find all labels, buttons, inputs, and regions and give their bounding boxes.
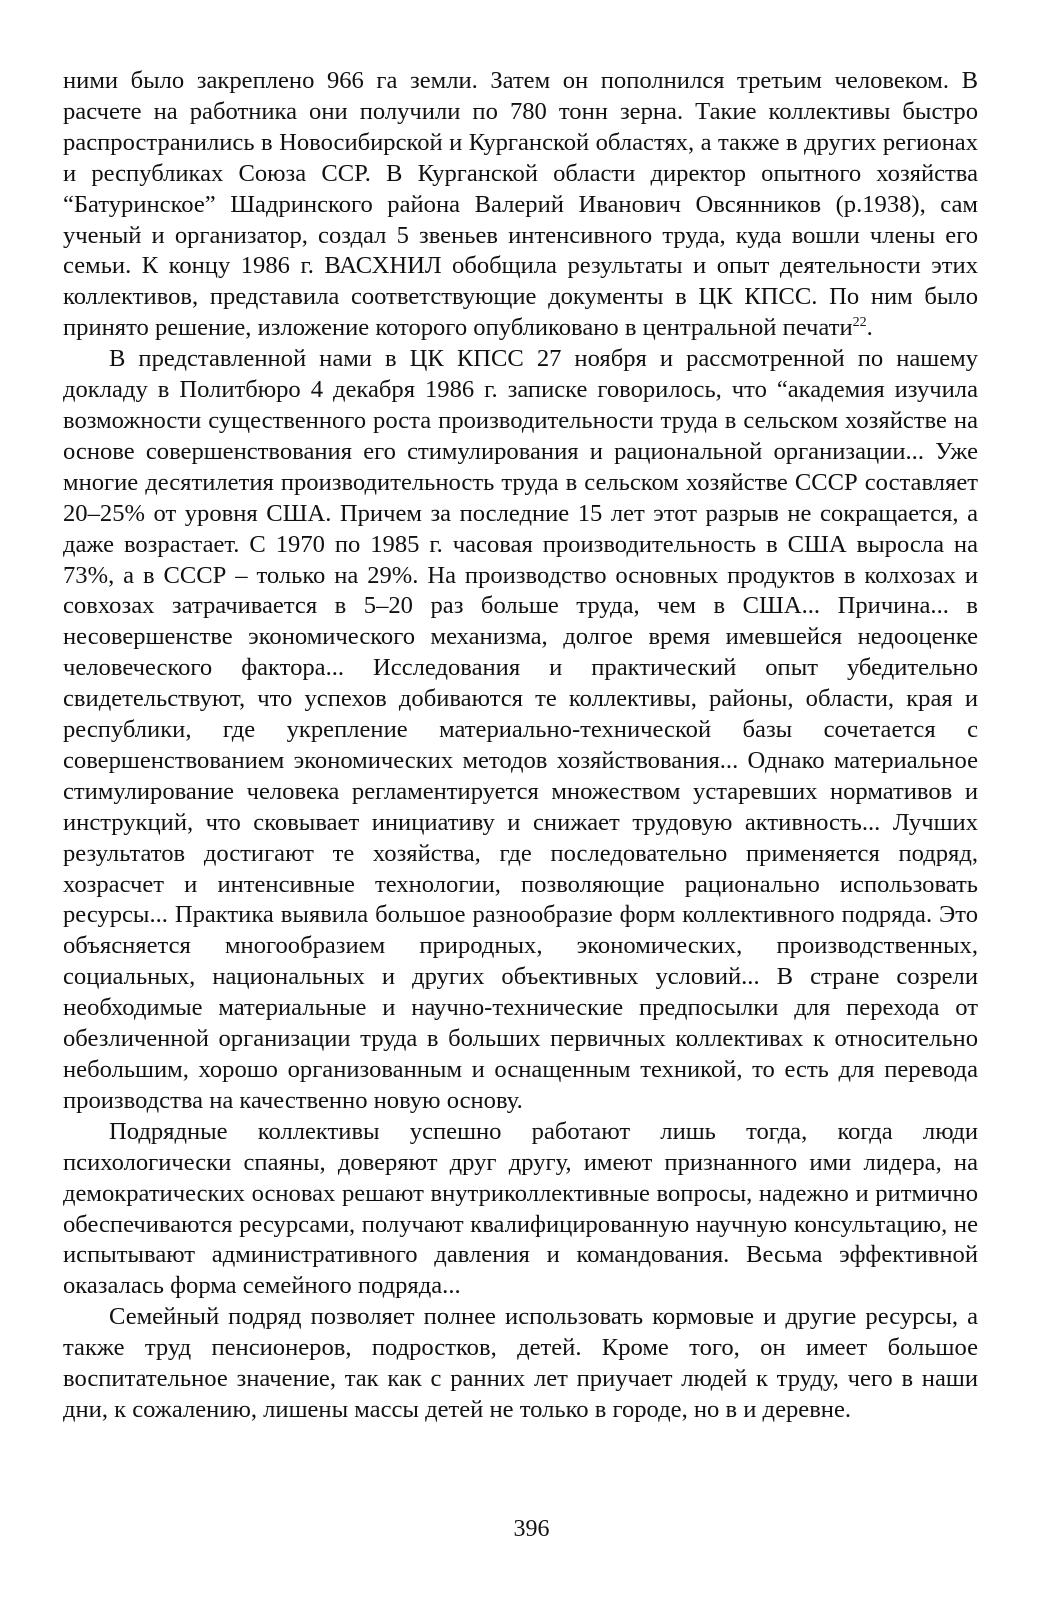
paragraph-1 [63,66,978,344]
paragraph-4-text: Семейный подряд позволяет полнее использовать кормовые и другие ресурсы, а также труд пенсионеров, подростков, детей. Кроме того, он имеет большое воспитательное значение, так как с ранних лет приучает людей к труду, чего в наши дни, к сожалению, лишены массы детей не только в городе, но в и деревне. [63,1303,978,1423]
page-number: 396 [513,1516,550,1542]
body-text [63,66,978,1426]
paragraph-2 [63,344,978,1117]
paragraph-3 [63,1117,978,1302]
paragraph-1-tail: . [866,314,873,342]
footnote-marker: 22 [852,315,867,331]
paragraph-3-text: Подрядные коллективы успешно работают лишь тогда, когда люди психологически спаяны, доверяют друг другу, имеют признанного ими лидера, на демократических основах решают внутриколлективные вопросы, надежно и ритмично обеспечиваются ресурсами, получают квалифицированную научную консультацию, не испытывают административного давления и командования. Весьма эффективной оказалась форма семейного подряда... [63,1117,978,1300]
paragraph-4 [63,1302,978,1426]
paragraph-2-text: В представленной нами в ЦК КПСС 27 ноября и рассмотренной по нашему докладу в Политбюро 4 декабря 1986 г. записке говорилось, что “академия изучила возможности существенного роста производительности труда в сельском хозяйстве на основе совершенствования его стимулирования и рациональной организации... Уже многие десятилетия производительность труда в сельском хозяйстве СССР составляет 20–25% от уровня США. Причем за последние 15 лет этот разрыв не сокращается, а даже возрастает. С 1970 по 1985 г. часовая производительность в США выросла на 73%, а в СССР – только на 29%. На производство основных продуктов в колхозах и совхозах затрачивается в 5–20 раз больше труда, чем в США... Причина... в несовершенстве экономического механизма, долгое время имевшейся недооценке человеческого фактора... Исследования и практический опыт убедительно свидетельствуют, что успехов добиваются те коллективы, районы, области, края и республики, где укрепление материально-технической базы сочетается с совершенствованием экономических методов хозяйствования... Однако материальное стимулирование человека регламентируется множеством устаревших нормативов и инструкций, что сковывает инициативу и снижает трудовую активность... Лучших результатов достигают те хозяйства, где последовательно применяется подряд, хозрасчет и интенсивные технологии, позволяющие рационально использовать ресурсы... Практика выявила большое разнообразие форм коллективного подряда. Это объясняется многообразием природных, экономических, производственных, социальных, национальных и других объективных условий... В стране созрели необходимые материальные и научно-технические предпосылки для перехода от обезличенной организации труда в больших первичных коллективах к относительно небольшим, хорошо организованным и оснащенным техникой, то есть для перевода производства на качественно новую основу. [63,345,978,1114]
paragraph-1-text: ними было закреплено 966 га земли. Затем он пополнился третьим человеком. В расчете на работника они получили по 780 тонн зерна. Такие коллективы быстро распространились в Новосибирской и Курганской областях, а также в других регионах и республиках Союза ССР. В Курганской области директор опытного хозяйства “Батуринское” Шадринского района Валерий Иванович Овсянников (р.1938), сам ученый и организатор, создал 5 звеньев интенсивного труда, куда вошли члены его семьи. К концу 1986 г. ВАСХНИЛ обобщила результаты и опыт деятельности этих коллективов, представила соответствующие документы в ЦК КПСС. По ним было принято решение, изложение которого опубликовано в центральной печати [63,67,978,342]
